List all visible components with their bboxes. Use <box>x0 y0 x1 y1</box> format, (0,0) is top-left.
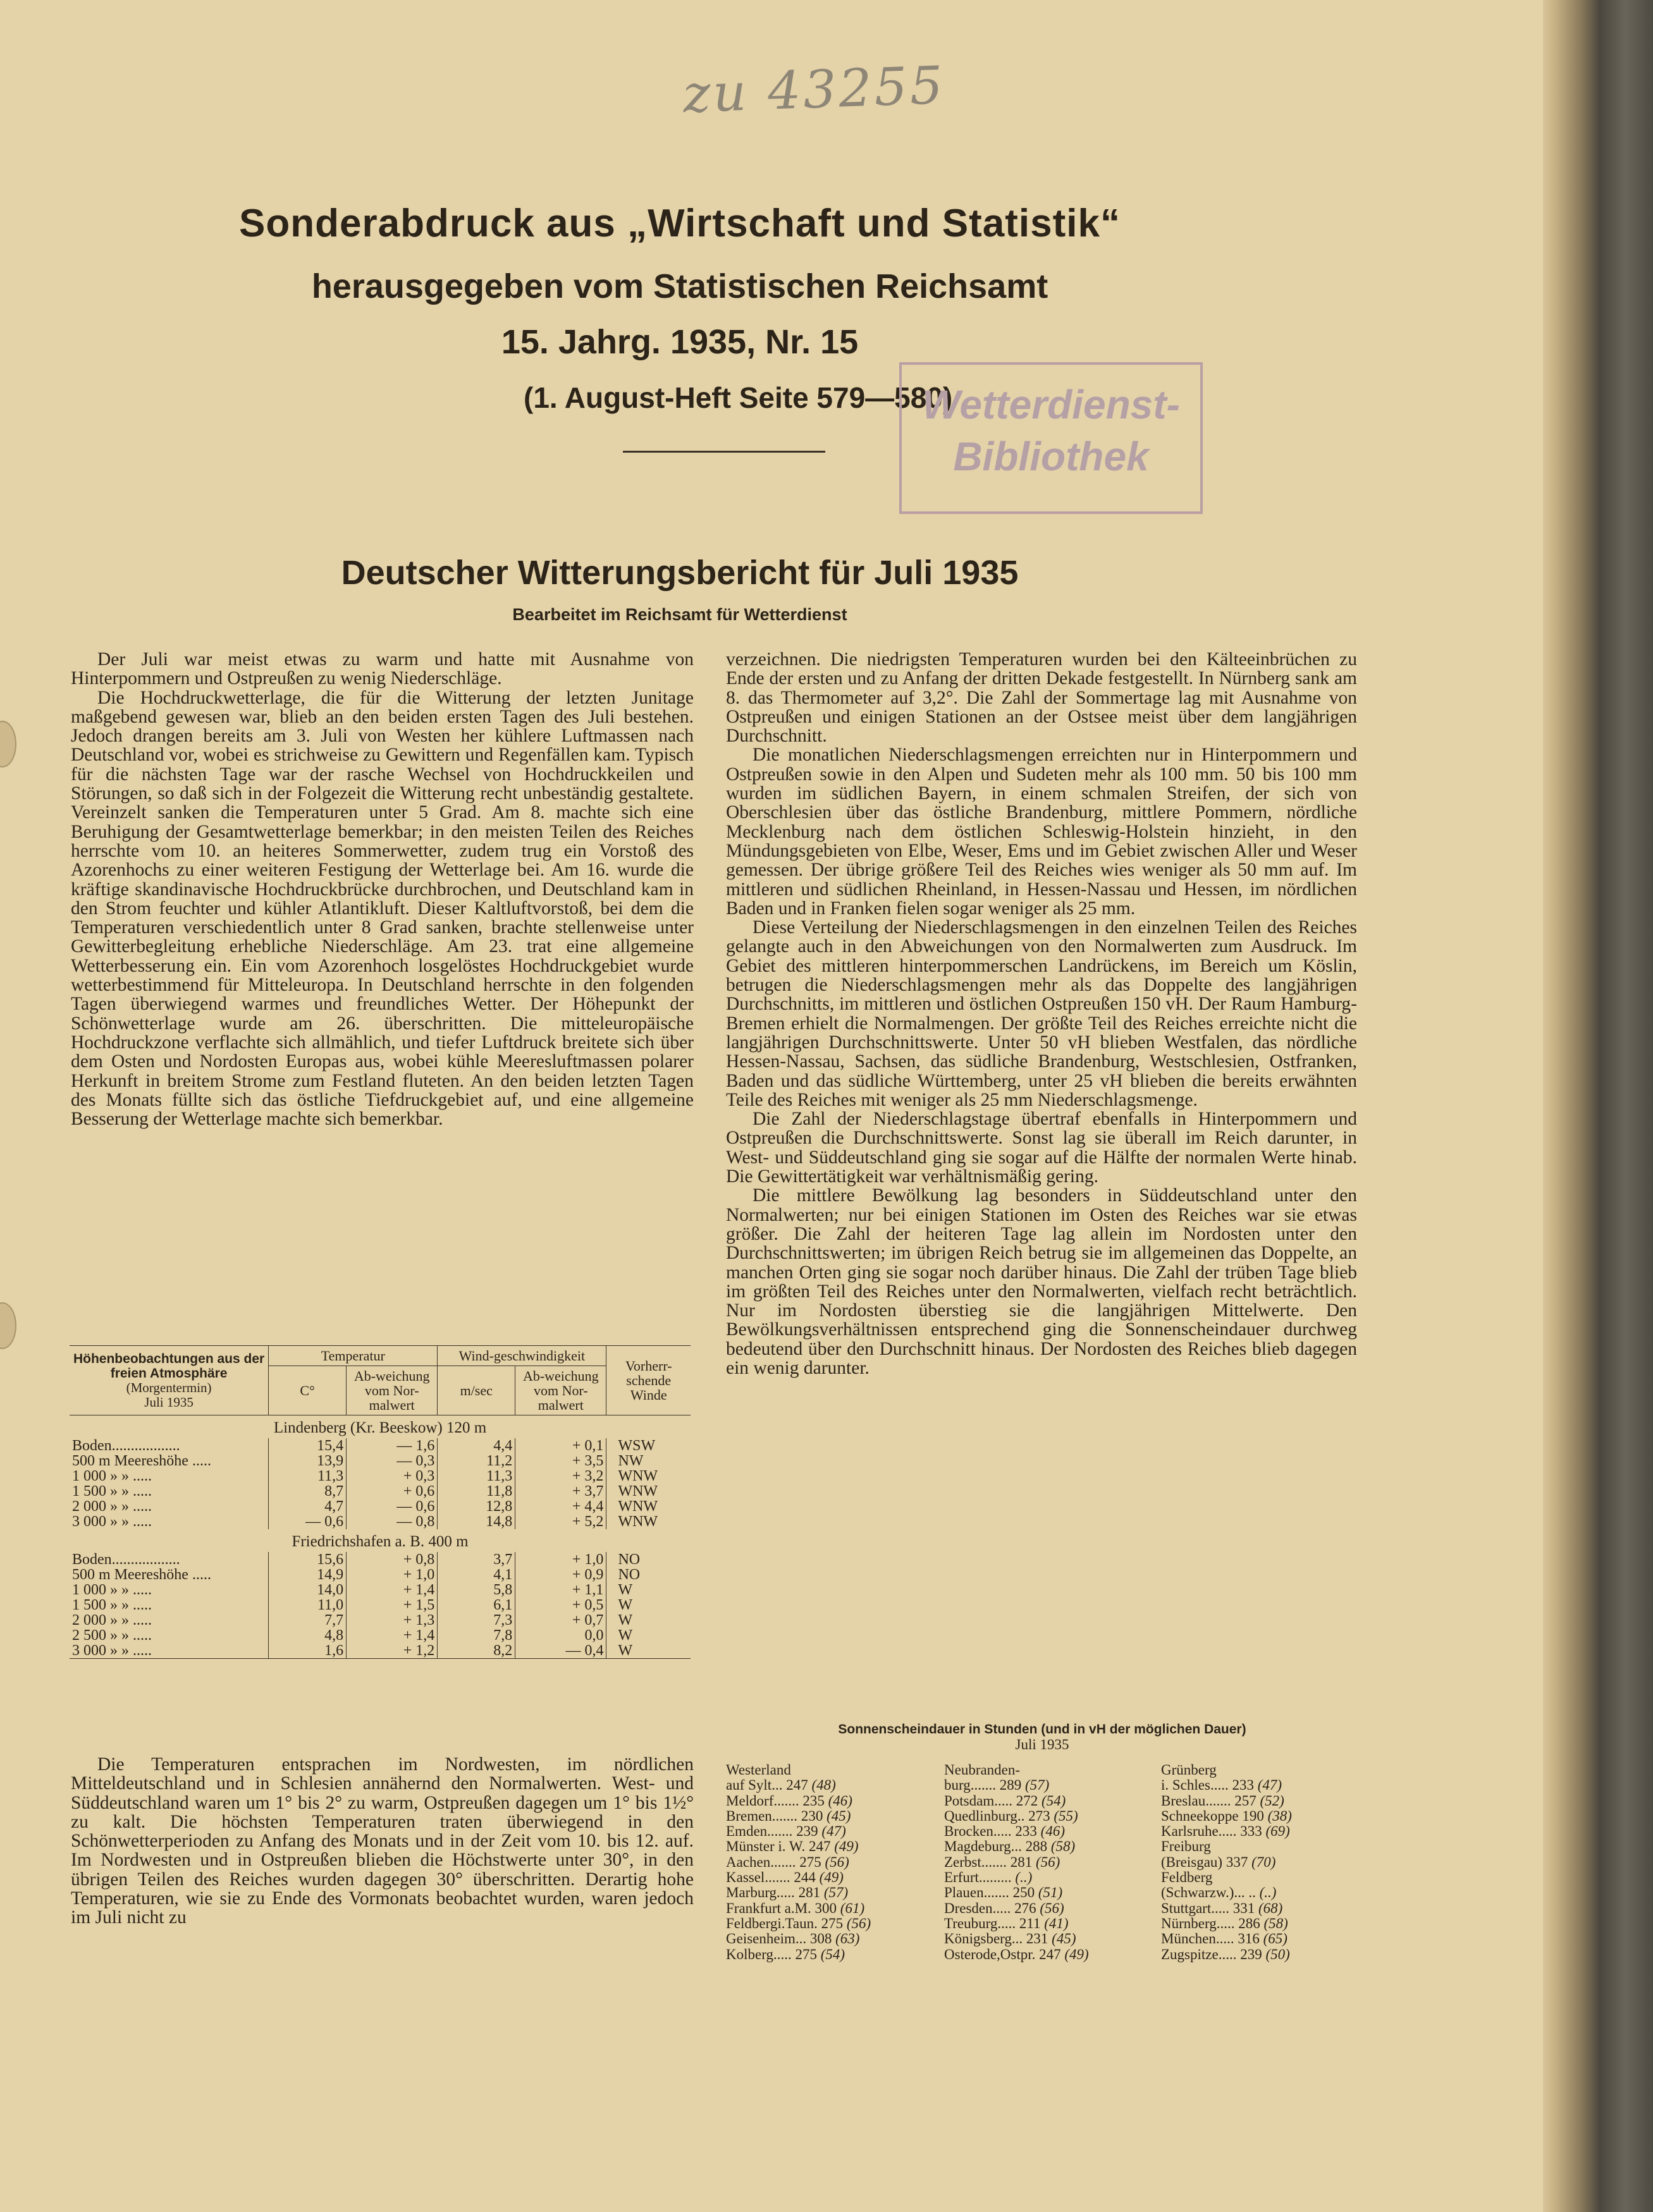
sunshine-row <box>726 1947 916 1962</box>
hours-value: 308 <box>806 1931 832 1947</box>
right-column-text <box>726 650 1357 1378</box>
percent-value: (46) <box>1036 1823 1065 1840</box>
hours-value: 300 <box>811 1900 837 1916</box>
station-label: Marburg..... <box>726 1885 795 1901</box>
table-row: 1 500 » » ..... 8,7 + 0,6 11,8 + 3,7 WNW <box>70 1484 691 1499</box>
sunshine-row <box>726 1824 916 1839</box>
hours-value: 247 <box>782 1777 808 1793</box>
stamp-line-1: Wetterdienst- <box>922 382 1180 427</box>
percent-value: (49) <box>1060 1946 1089 1962</box>
sunshine-column <box>1161 1763 1358 1962</box>
paragraph: Der Juli war meist etwas zu warm und hatte mit Ausnahme von Hinterpommern und Ostpreußen zu wenig Niederschläge. <box>71 649 694 689</box>
percent-value: (..) <box>1255 1885 1277 1901</box>
station-label: Emden....... <box>726 1823 793 1840</box>
sunshine-month: Juli 1935 <box>1015 1737 1069 1753</box>
hours-value: .. <box>1244 1885 1256 1901</box>
station-label: Meldorf....... <box>726 1792 799 1809</box>
hours-value: 337 <box>1222 1854 1248 1870</box>
percent-value: (70) <box>1248 1854 1276 1870</box>
table-header-ms: m/sec <box>438 1366 515 1415</box>
sunshine-row <box>1161 1931 1358 1946</box>
sunshine-row <box>726 1855 916 1870</box>
percent-value: (48) <box>808 1777 836 1793</box>
sunshine-row <box>944 1901 1146 1916</box>
sunshine-row <box>726 1809 916 1824</box>
table-row: 2 000 » » ..... 7,7 + 1,3 7,3 + 0,7 W <box>70 1613 691 1628</box>
station-label: Erfurt......... <box>944 1869 1012 1886</box>
station-label: Bremen....... <box>726 1807 798 1824</box>
station-label: Zerbst....... <box>944 1854 1007 1870</box>
sunshine-column <box>944 1763 1146 1962</box>
sunshine-row <box>944 1916 1146 1931</box>
percent-value: (58) <box>1047 1838 1076 1855</box>
station-label: Frankfurt a.M. <box>726 1900 811 1916</box>
sunshine-row <box>1161 1763 1358 1778</box>
percent-value: (54) <box>1038 1792 1066 1809</box>
sunshine-row <box>944 1947 1146 1962</box>
upper-air-table <box>70 1345 691 1659</box>
pages-line: (1. August-Heft Seite 579—580) <box>524 381 953 414</box>
library-stamp <box>899 362 1203 514</box>
percent-value: (68) <box>1255 1900 1283 1916</box>
station-label: Breslau....... <box>1161 1792 1231 1809</box>
hours-value: 331 <box>1229 1900 1255 1916</box>
table-row: 2 000 » » ..... 4,7 — 0,6 12,8 + 4,4 WNW <box>70 1499 691 1514</box>
station-label: Feldberg <box>1161 1869 1213 1886</box>
paragraph: verzeichnen. Die niedrigsten Temperaturen wurden bei den Kälteeinbrüchen zu Ende der ersten und zu Anfang der dritten Dekade festgestellt. In Nürnberg sank am 8. das Thermometer auf 3,2°. Die Zahl der Sommertage lag mit Ausnahme von Ostpreußen und einigen Stationen an der Ostsee meist über dem langjährigen Durchschnitt. <box>726 649 1357 747</box>
hours-value: 247 <box>805 1838 831 1855</box>
table-row: Boden.................. 15,4 — 1,6 4,4 + 0,1 WSW <box>70 1438 691 1453</box>
hours-value: 289 <box>996 1777 1022 1793</box>
reprint-header: Sonderabdruck aus „Wirtschaft und Statistik“ <box>239 202 1121 245</box>
sunshine-row <box>944 1931 1146 1946</box>
paragraph: Die Hochdruckwetterlage, die für die Witterung der letzten Junitage maßgebend gewesen war, blieb an den beiden ersten Tagen des Juli bestehen. Jedoch drangen bereits am 3. Juli von Westen her kühlere Luftmassen nach Deutschland vor, wobei es strichweise zu Gewittern und Regenfällen kam. Typisch für die nächsten Tage war der rasche Wechsel von Hochdruckkeilen und Störungen, so daß sich in der Folgezeit die Witterung recht unbeständig gestaltete. Vereinzelt sanken die Temperaturen unter 5 Grad. Am 8. machte sich eine Beruhigung der Gesamtwetterlage bemerkbar; in den meisten Teilen des Reiches herrschte vom 10. an heiteres Sommerwetter, zudem trug ein Vorstoß des Azorenhochs zu einer weiteren Festigung der Wetterlage bei. Am 16. wurde die kräftige skandinavische Hochdruckbrücke durchbrochen, und Deutschland kam in den Strom feuchter und kühler Atlantikluft. Dieser Kaltluftvorstoß, bei dem die Temperaturen verschiedentlich unter 8 Grad sanken, brachte stellenweise unter Gewitterbegleitung erhebliche Niederschläge. Am 23. trat eine allgemeine Wetterbesserung ein. Ein vom Azorenhoch losgelöstes Hochdruckgebiet wurde wetterbestimmend für Mitteleuropa. In Deutschland herrschte in den folgenden Tagen überwiegend warmes und freundliches Wetter. Der Höhepunkt der Schönwetterlage wurde am 26. überschritten. Die mitteleuropäische Hochdruckzone verflachte sich allmählich, und tiefer Luftdruck breitete sich über dem Osten und Nordosten Europas aus, wobei kühle Meeresluftmassen polarer Herkunft in breitem Strome zum Festland fluteten. An den beiden letzten Tagen des Monats füllte sich das östliche Tiefdruckgebiet auf, und eine allgemeine Besserung der Wetterlage machte sich bemerkbar. <box>71 687 694 1130</box>
station-label: München..... <box>1161 1931 1234 1947</box>
percent-value: (56) <box>1032 1854 1060 1870</box>
sunshine-row <box>944 1763 1146 1778</box>
hours-value: 211 <box>1016 1915 1041 1931</box>
percent-value: (57) <box>820 1885 849 1901</box>
stamp-line-2: Bibliothek <box>953 434 1149 479</box>
percent-value: (52) <box>1256 1792 1284 1809</box>
station-label: Zugspitze..... <box>1161 1946 1237 1962</box>
station-label: Nürnberg..... <box>1161 1915 1235 1931</box>
percent-value: (38) <box>1263 1807 1292 1824</box>
paragraph: Die monatlichen Niederschlagsmengen erreichten nur in Hinterpommern und Ostpreußen sowie in den Alpen und Sudeten mehr als 100 mm. 50 bis 100 mm wurden im südlichen Bayern, in einem schmalen Streifen, der sich von Oberschlesien über das östliche Brandenburg, mittlere Pommern, nördliche Mecklenburg nach dem östlichen Schleswig-Holstein hinzieht, in den Mündungsgebieten von Elbe, Weser, Ems und im Gebiet zwischen Aller und Weser gemessen. Der übrige größere Teil des Reiches wies weniger als 50 mm auf. Im mittleren und südlichen Rheinland, in Hessen-Nassau und Hessen, im nördlichen Baden und in Franken fielen sogar weniger als 25 mm. <box>726 745 1357 919</box>
station-label: Kolberg..... <box>726 1946 792 1962</box>
sunshine-row <box>944 1793 1146 1809</box>
station-name: Lindenberg (Kr. Beeskow) 120 m <box>273 1419 487 1436</box>
station-label: Königsberg... <box>944 1931 1023 1947</box>
station-label: Westerland <box>726 1762 791 1778</box>
percent-value: (56) <box>843 1915 871 1931</box>
sunshine-row <box>1161 1870 1358 1885</box>
hours-value: 231 <box>1023 1931 1048 1947</box>
hours-value: 239 <box>1236 1946 1262 1962</box>
book-binding <box>1543 0 1653 2212</box>
table-row: 500 m Meereshöhe ..... 13,9 — 0,3 11,2 + 3,5 NW <box>70 1453 691 1469</box>
hours-value: 281 <box>1007 1854 1033 1870</box>
percent-value: (45) <box>823 1807 851 1824</box>
station-label: Kassel....... <box>726 1869 790 1886</box>
sunshine-row <box>944 1809 1146 1824</box>
station-label: Grünberg <box>1161 1762 1217 1778</box>
station-label: Treuburg..... <box>944 1915 1016 1931</box>
hours-value: 230 <box>797 1807 823 1824</box>
station-label: Geisenheim... <box>726 1931 807 1947</box>
station-label: Freiburg <box>1161 1838 1211 1855</box>
sunshine-title: Sonnenscheindauer in Stunden (und in vH der möglichen Dauer) <box>838 1722 1246 1737</box>
hours-value: 233 <box>1228 1777 1254 1793</box>
sunshine-row <box>726 1885 916 1900</box>
sunshine-row <box>726 1763 916 1778</box>
table-header-celsius: C° <box>269 1366 347 1415</box>
station-label: Neubranden- <box>944 1762 1021 1778</box>
sunshine-row <box>1161 1824 1358 1839</box>
hours-value: 286 <box>1234 1915 1260 1931</box>
percent-value: (57) <box>1021 1777 1050 1793</box>
percent-value: (56) <box>821 1854 849 1870</box>
percent-value: (58) <box>1260 1915 1288 1931</box>
sunshine-row <box>726 1839 916 1854</box>
table-row: 2 500 » » ..... 4,8 + 1,4 7,8 0,0 W <box>70 1628 691 1643</box>
table-row: 1 500 » » ..... 11,0 + 1,5 6,1 + 0,5 W <box>70 1598 691 1613</box>
sunshine-row <box>1161 1855 1358 1870</box>
station-label: Schneekoppe <box>1161 1807 1239 1824</box>
station-label: Dresden..... <box>944 1900 1011 1916</box>
table-row: 3 000 » » ..... — 0,6 — 0,8 14,8 + 5,2 WNW <box>70 1514 691 1529</box>
table-header-temperature: Temperatur <box>269 1346 438 1366</box>
station-label: i. Schles..... <box>1161 1777 1229 1793</box>
hours-value: 275 <box>791 1946 817 1962</box>
percent-value: (65) <box>1259 1931 1287 1947</box>
hours-value: 235 <box>799 1792 825 1809</box>
hours-value: 233 <box>1011 1823 1037 1840</box>
hours-value: 275 <box>796 1854 821 1870</box>
hours-value: 316 <box>1234 1931 1260 1947</box>
sunshine-row <box>944 1824 1146 1839</box>
sunshine-row <box>944 1778 1146 1793</box>
hours-value: 288 <box>1021 1838 1048 1855</box>
percent-value: (55) <box>1050 1807 1078 1824</box>
table-header-title: Höhenbeobachtungen aus der freien Atmosphäre (Morgentermin) Juli 1935 <box>70 1346 269 1415</box>
hours-value: 250 <box>1009 1885 1035 1901</box>
table-row: 1 000 » » ..... 11,3 + 0,3 11,3 + 3,2 WNW <box>70 1469 691 1484</box>
percent-value: (69) <box>1262 1823 1290 1840</box>
sunshine-row <box>944 1855 1146 1870</box>
paragraph: Die Zahl der Niederschlagstage übertraf ebenfalls in Hinterpommern und Ostpreußen die Durchschnittswerte. Sonst lag sie überall im Reich darunter, in West- und Süddeutschland ging sie sogar auf die Hälfte der normalen Werte hinab. Die Gewittertätigkeit war verhältnismäßig gering. <box>726 1109 1357 1187</box>
publisher-line: herausgegeben vom Statistischen Reichsamt <box>311 267 1048 305</box>
hours-value: 275 <box>817 1915 844 1931</box>
hours-value: 244 <box>790 1869 816 1886</box>
sunshine-row <box>1161 1885 1358 1900</box>
hours-value: 333 <box>1236 1823 1262 1840</box>
percent-value: (47) <box>1253 1777 1282 1793</box>
station-label: Münster i. W. <box>726 1838 806 1855</box>
sunshine-column <box>726 1763 916 1962</box>
station-label: burg....... <box>944 1777 996 1793</box>
percent-value: (49) <box>815 1869 844 1886</box>
hours-value: 247 <box>1035 1946 1061 1962</box>
table-header-wind: Wind-geschwindigkeit <box>438 1346 606 1366</box>
table-row: 1 000 » » ..... 14,0 + 1,4 5,8 + 1,1 W <box>70 1582 691 1598</box>
sunshine-row <box>726 1778 916 1793</box>
station-label: Brocken..... <box>944 1823 1012 1840</box>
article-title: Deutscher Witterungsbericht für Juli 1935 <box>341 554 1019 592</box>
hours-value: 257 <box>1231 1792 1257 1809</box>
station-label: Plauen....... <box>944 1885 1009 1901</box>
divider <box>623 451 825 453</box>
article-subtitle: Bearbeitet im Reichsamt für Wetterdienst <box>512 605 847 624</box>
sunshine-row <box>1161 1839 1358 1854</box>
table-header-deviation: Ab-weichung vom Nor-malwert <box>347 1366 438 1415</box>
left-bottom-text <box>71 1755 694 1928</box>
sunshine-row <box>1161 1901 1358 1916</box>
sunshine-table <box>726 1722 1358 1962</box>
paragraph: Diese Verteilung der Niederschlagsmengen in den einzelnen Teilen des Reiches gelangte auch in den Abweichungen von den Normalwerten zum Ausdruck. Im Gebiet des mittleren hinterpommerschen Landrückens, im Bereich um Köslin, betrugen die Niederschlagsmengen mehr als das Doppelte des langjährigen Durchschnitts, im mittleren und östlichen Ostpreußen 150 vH. Der Raum Hamburg-Bremen erhielt die Normalmengen. Der größte Teil des Reiches erreichte nicht die langjährigen Durchschnittswerte. Unter 50 vH blieben Westfalen, das nördliche Hessen-Nassau, Sachsen, das südliche Brandenburg, Westschlesien, Ostfranken, Baden und das südliche Württemberg, unter 25 vH blieben die bereits erwähnten Teile des Reiches mit weniger als 25 mm Niederschlagsmenge. <box>726 917 1357 1110</box>
station-label: Stuttgart..... <box>1161 1900 1229 1916</box>
station-label: Aachen....... <box>726 1854 796 1870</box>
sunshine-row <box>944 1885 1146 1900</box>
sunshine-row <box>1161 1793 1358 1809</box>
punch-hole <box>0 1302 16 1349</box>
station-label: (Breisgau) <box>1161 1854 1223 1870</box>
percent-value: (49) <box>830 1838 859 1855</box>
table-row: 3 000 » » ..... 1,6 + 1,2 8,2 — 0,4 W <box>70 1643 691 1659</box>
table-row: Boden.................. 15,6 + 0,8 3,7 + 1,0 NO <box>70 1552 691 1567</box>
hours-value: 272 <box>1012 1792 1038 1809</box>
station-label: Feldbergi.Taun. <box>726 1915 818 1931</box>
percent-value: (50) <box>1262 1946 1290 1962</box>
percent-value: (54) <box>816 1946 845 1962</box>
percent-value: (47) <box>818 1823 846 1840</box>
hours-value: 276 <box>1011 1900 1036 1916</box>
sunshine-row <box>726 1916 916 1931</box>
punch-hole <box>0 721 16 767</box>
hours-value: 239 <box>792 1823 818 1840</box>
table-row: 500 m Meereshöhe ..... 14,9 + 1,0 4,1 + 0,9 NO <box>70 1567 691 1582</box>
station-label: Osterode,Ostpr. <box>944 1946 1036 1962</box>
percent-value: (51) <box>1035 1885 1063 1901</box>
sunshine-row <box>726 1931 916 1946</box>
sunshine-row <box>1161 1947 1358 1962</box>
sunshine-row <box>944 1870 1146 1885</box>
station-label: Karlsruhe..... <box>1161 1823 1237 1840</box>
sunshine-row <box>944 1839 1146 1854</box>
sunshine-row <box>726 1901 916 1916</box>
percent-value: (46) <box>824 1792 852 1809</box>
hours-value: 273 <box>1024 1807 1050 1824</box>
percent-value: (63) <box>832 1931 860 1947</box>
station-label: Quedlinburg.. <box>944 1807 1025 1824</box>
handwritten-shelfmark: zu 43255 <box>682 55 947 125</box>
percent-value: (..) <box>1011 1869 1033 1886</box>
hours-value: 190 <box>1238 1807 1264 1824</box>
table-header-deviation: Ab-weichung vom Nor-malwert <box>515 1366 606 1415</box>
volume-line: 15. Jahrg. 1935, Nr. 15 <box>501 323 859 361</box>
percent-value: (41) <box>1040 1915 1069 1931</box>
sunshine-row <box>726 1793 916 1809</box>
sunshine-row <box>726 1870 916 1885</box>
station-label: Potsdam..... <box>944 1792 1012 1809</box>
table-header-prevailing: Vorherr-schende Winde <box>606 1346 691 1415</box>
paragraph: Die mittlere Bewölkung lag besonders in Süddeutschland unter den Normalwerten; nur bei einigen Stationen im Osten des Reiches war sie etwas größer. Die Zahl der heiteren Tage lag allein im Nordosten unter den Durchschnittswerten; im übrigen Reich betrug sie im allgemeinen das Doppelte, an manchen Orten ging sie sogar noch darüber hinaus. Die Zahl der trüben Tage blieb im größten Teil des Reiches unter den Normalwerten, vielfach recht beträchtlich. Nur im Nordosten überstieg sie die langjährigen Mittelwerte. Den Bewölkungsverhältnissen entsprechend ging die Sonnenscheindauer durchweg bedeutend über den Durchschnitt hinaus. Der Nordosten des Reiches blieb dagegen ein wenig darunter. <box>726 1185 1357 1378</box>
station-label: Magdeburg... <box>944 1838 1022 1855</box>
sunshine-row <box>1161 1778 1358 1793</box>
sunshine-row <box>1161 1809 1358 1824</box>
station-name: Friedrichshafen a. B. 400 m <box>292 1533 469 1550</box>
percent-value: (61) <box>837 1900 865 1916</box>
paragraph: Die Temperaturen entsprachen im Nordwesten, im nördlichen Mitteldeutschland und in Schlesien annähernd den Normalwerten. West- und Süddeutschland waren um 1° bis 2° zu warm, Ostpreußen dagegen um 1° bis 1½° zu kalt. Die höchsten Temperaturen traten überwiegend in den Schönwetterperioden zu Anfang des Monats und in der Zeit vom 10. bis 12. auf. Im Nordwesten und in Ostpreußen blieben die Höchstwerte unter 30°, in den übrigen Teilen des Reiches wurden dagegen 30° überschritten. Derartig hohe Temperaturen, wie sie zu Ende des Vormonats beobachtet wurden, waren jedoch im Juli nicht zu <box>71 1754 694 1928</box>
hours-value: 281 <box>794 1885 821 1901</box>
percent-value: (45) <box>1048 1931 1076 1947</box>
sunshine-row <box>1161 1916 1358 1931</box>
station-label: (Schwarzw.)... <box>1161 1885 1245 1901</box>
percent-value: (56) <box>1036 1900 1064 1916</box>
left-column-text <box>71 650 694 1128</box>
station-label: auf Sylt... <box>726 1777 783 1793</box>
